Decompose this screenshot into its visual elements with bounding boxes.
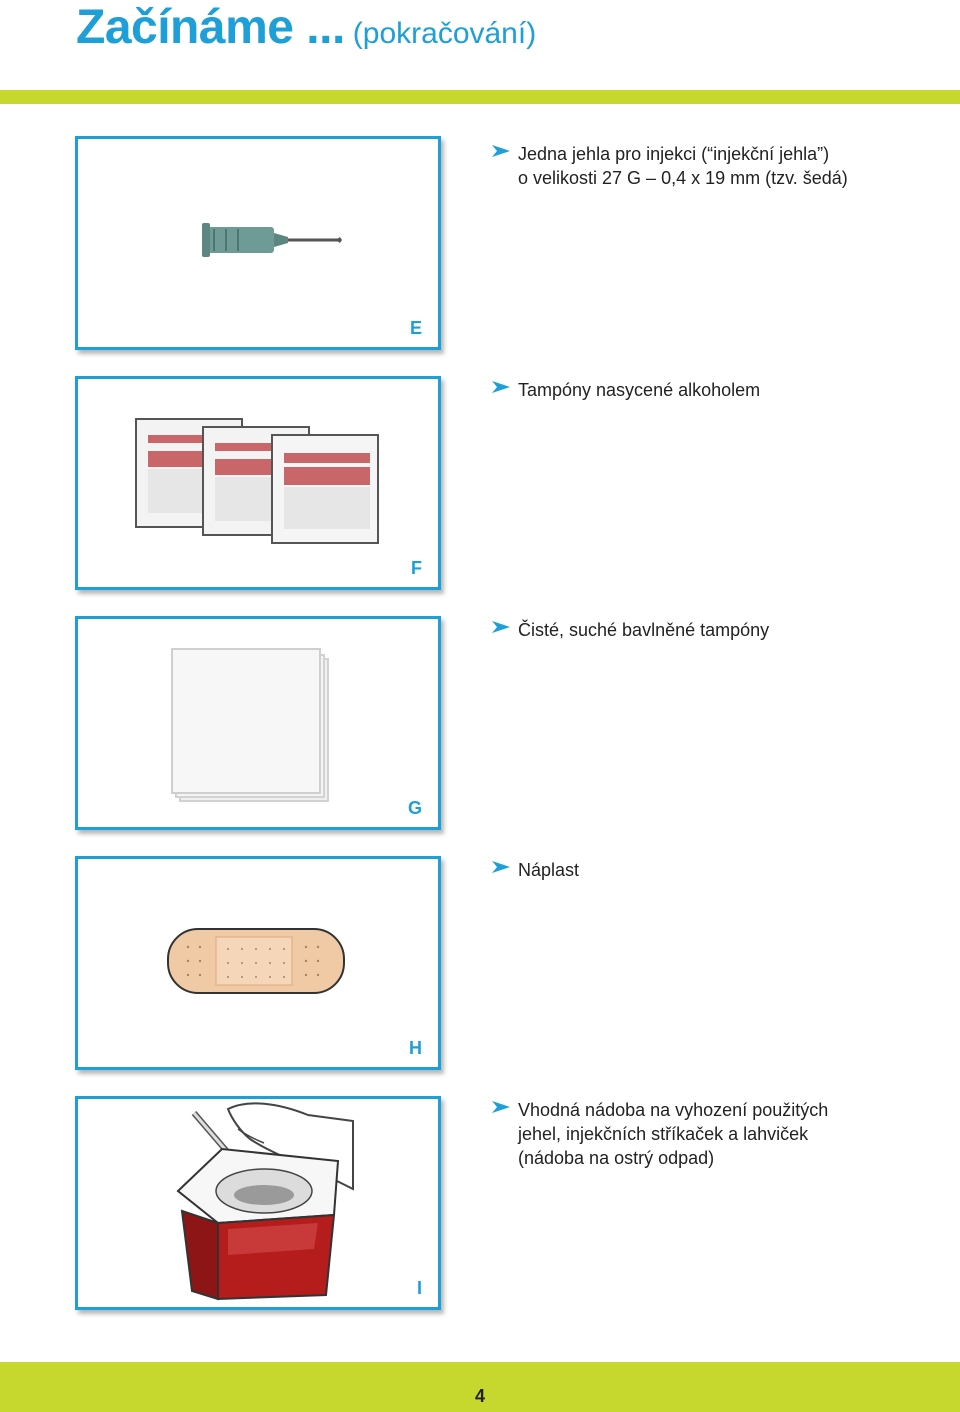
item-text: Náplast [518,860,580,880]
arrow-right-icon [492,380,510,394]
item-text: Tampóny nasycené alkoholem [518,380,761,400]
arrow-right-icon [492,144,510,158]
card-cotton-pads [75,616,441,830]
sharps-container-image [78,1099,438,1307]
list-item-plaster [492,858,932,882]
list-item-alcohol-swabs [492,378,932,402]
card-plaster [75,856,441,1070]
alcohol-swabs-image [78,379,438,587]
plaster-image [78,859,438,1067]
item-text: Jedna jehla pro injekci (“injekční jehla”) o velikosti 27 G – 0,4 x 19 mm (tzv. šedá) [518,144,848,188]
cotton-pads-image [78,619,438,827]
header-rule [0,90,960,104]
needle-image [78,139,438,347]
item-text: Čisté, suché bavlněné tampóny [518,620,770,640]
card-label-h: H [409,1038,422,1058]
arrow-right-icon [492,620,510,634]
card-label-e: E [409,318,422,338]
arrow-right-icon [492,860,510,874]
card-label-g: G [407,798,422,818]
page-title [76,1,537,54]
page-number: 4 [474,1386,485,1406]
card-alcohol-swabs [75,376,441,590]
card-label-f: F [411,558,422,578]
arrow-right-icon [492,1100,510,1114]
list-item-cotton-pads [492,618,932,642]
page-title-sub: (pokračování) [352,17,537,50]
page-title-main: Začínáme ... [76,1,345,54]
card-label-i: I [416,1278,422,1298]
list-item-sharps-container [492,1098,932,1170]
item-text: Vhodná nádoba na vyhození použitých jehel, injekčních stříkaček a lahviček (nádoba na ostrý odpad) [518,1100,829,1168]
card-sharps-container [75,1096,441,1310]
card-needle [75,136,441,350]
list-item-needle [492,142,932,190]
